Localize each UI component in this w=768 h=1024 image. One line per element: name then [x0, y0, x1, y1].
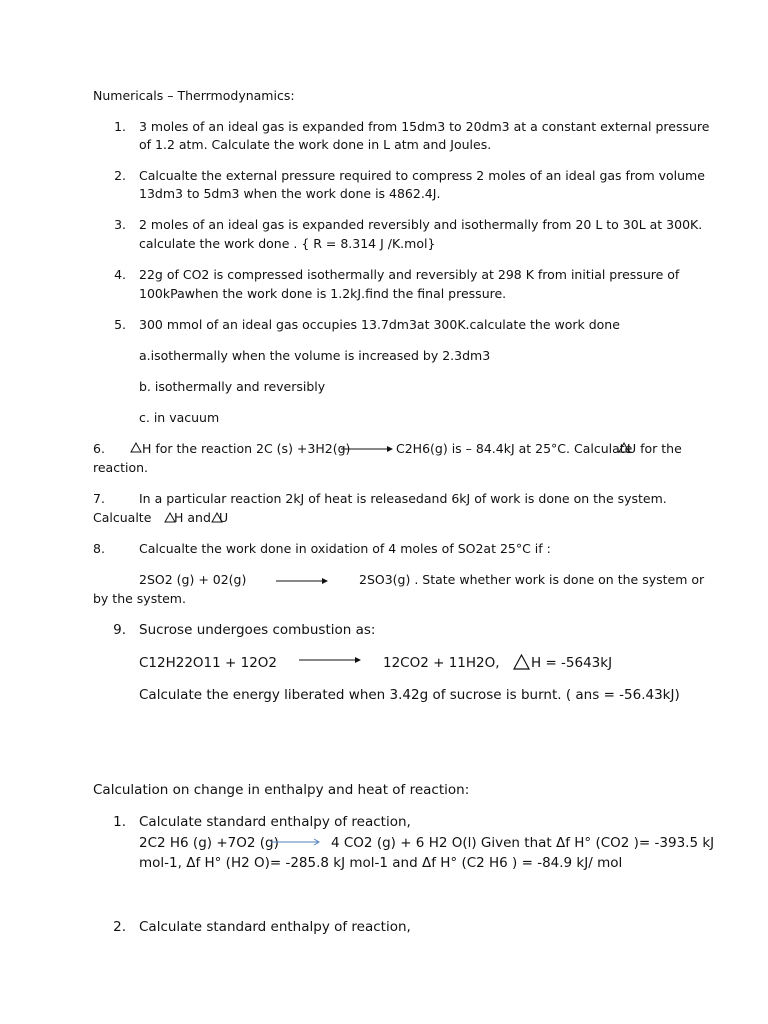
q4-line1: 22g of CO2 is compressed isothermally and reversibly at 298 K from initial pressure of: [139, 267, 680, 282]
q9-number: 9.: [113, 622, 126, 638]
q7-line1: In a particular reaction 2kJ of heat is releasedand 6kJ of work is done on the system.: [139, 491, 667, 506]
q4-number: 4.: [114, 267, 126, 282]
s1-products: 4 CO2 (g) + 6 H2 O(l) Given that Δf H° (CO2 )= -393.5 kJ: [331, 835, 715, 851]
q5-part-b: b. isothermally and reversibly: [139, 379, 326, 394]
q9-line1: Sucrose undergoes combustion as:: [139, 622, 376, 638]
q9-line3: Calculate the energy liberated when 3.42g of sucrose is burnt. ( ans = -56.43kJ): [139, 687, 680, 703]
q9-enthalpy-value: H = -5643kJ: [531, 655, 613, 671]
q5-part-a: a.isothermally when the volume is increased by 2.3dm3: [139, 348, 491, 363]
q8-reactants: 2SO2 (g) + 02(g): [139, 572, 247, 587]
q6-internal-energy-text: U for the: [627, 441, 682, 456]
reaction-arrow-blue-icon: [271, 838, 321, 846]
q5-part-c: c. in vacuum: [139, 410, 220, 425]
reaction-arrow-icon: [299, 656, 361, 664]
q3-number: 3.: [114, 217, 126, 232]
q7-enthalpy-text: H and: [174, 510, 211, 525]
q9-reactants: C12H22O11 + 12O2: [139, 655, 278, 671]
page-heading: Numericals – Therrmodynamics:: [93, 88, 295, 103]
s1-reactants: 2C2 H6 (g) +7O2 (g): [139, 835, 279, 851]
q5-number: 5.: [114, 317, 126, 332]
q1-line1: 3 moles of an ideal gas is expanded from 15dm3 to 20dm3 at a constant external pressure: [139, 119, 710, 134]
q6-enthalpy-text: H for the reaction 2C (s) +3H2(g): [142, 441, 351, 456]
s1-line1: Calculate standard enthalpy of reaction,: [139, 814, 411, 830]
q8-products: 2SO3(g) . State whether work is done on the system or: [359, 572, 705, 587]
delta-triangle-icon: [130, 442, 142, 453]
q6-line2: reaction.: [93, 460, 149, 475]
reaction-arrow-icon: [276, 577, 328, 585]
q6-number: 6.: [93, 441, 105, 456]
q1-number: 1.: [114, 119, 126, 134]
q1-line2: of 1.2 atm. Calculate the work done in L atm and Joules.: [139, 137, 492, 152]
reaction-arrow-icon: [341, 445, 393, 453]
q7-number: 7.: [93, 491, 105, 506]
section2-heading: Calculation on change in enthalpy and heat of reaction:: [93, 782, 470, 798]
q5-line1: 300 mmol of an ideal gas occupies 13.7dm3at 300K.calculate the work done: [139, 317, 620, 332]
q4-line2: 100kPawhen the work done is 1.2kJ.find the final pressure.: [139, 286, 507, 301]
q8-line1: Calcualte the work done in oxidation of 4 moles of SO2at 25°C if :: [139, 541, 551, 556]
s2-line1: Calculate standard enthalpy of reaction,: [139, 919, 411, 935]
q8-line3: by the system.: [93, 591, 186, 606]
q7-internal-energy-text: U: [219, 510, 229, 525]
s1-line3: mol-1, Δf H° (H2 O)= -285.8 kJ mol-1 and Δf H° (C2 H6 ) = -84.9 kJ/ mol: [139, 855, 623, 871]
q2-line1: Calcualte the external pressure required to compress 2 moles of an ideal gas from volume: [139, 168, 705, 183]
q2-line2: 13dm3 to 5dm3 when the work done is 4862.4J.: [139, 186, 441, 201]
s1-number: 1.: [113, 814, 126, 830]
q6-product-text: C2H6(g) is – 84.4kJ at 25°C. Calculate: [396, 441, 633, 456]
q8-number: 8.: [93, 541, 105, 556]
q9-products: 12CO2 + 11H2O,: [383, 655, 500, 671]
q7-calculate-text: Calcualte: [93, 510, 152, 525]
s2-number: 2.: [113, 919, 126, 935]
q3-line2: calculate the work done . { R = 8.314 J /K.mol}: [139, 236, 436, 251]
q2-number: 2.: [114, 168, 126, 183]
q3-line1: 2 moles of an ideal gas is expanded reversibly and isothermally from 20 L to 30L at 300K.: [139, 217, 703, 232]
delta-triangle-icon: [513, 654, 530, 670]
